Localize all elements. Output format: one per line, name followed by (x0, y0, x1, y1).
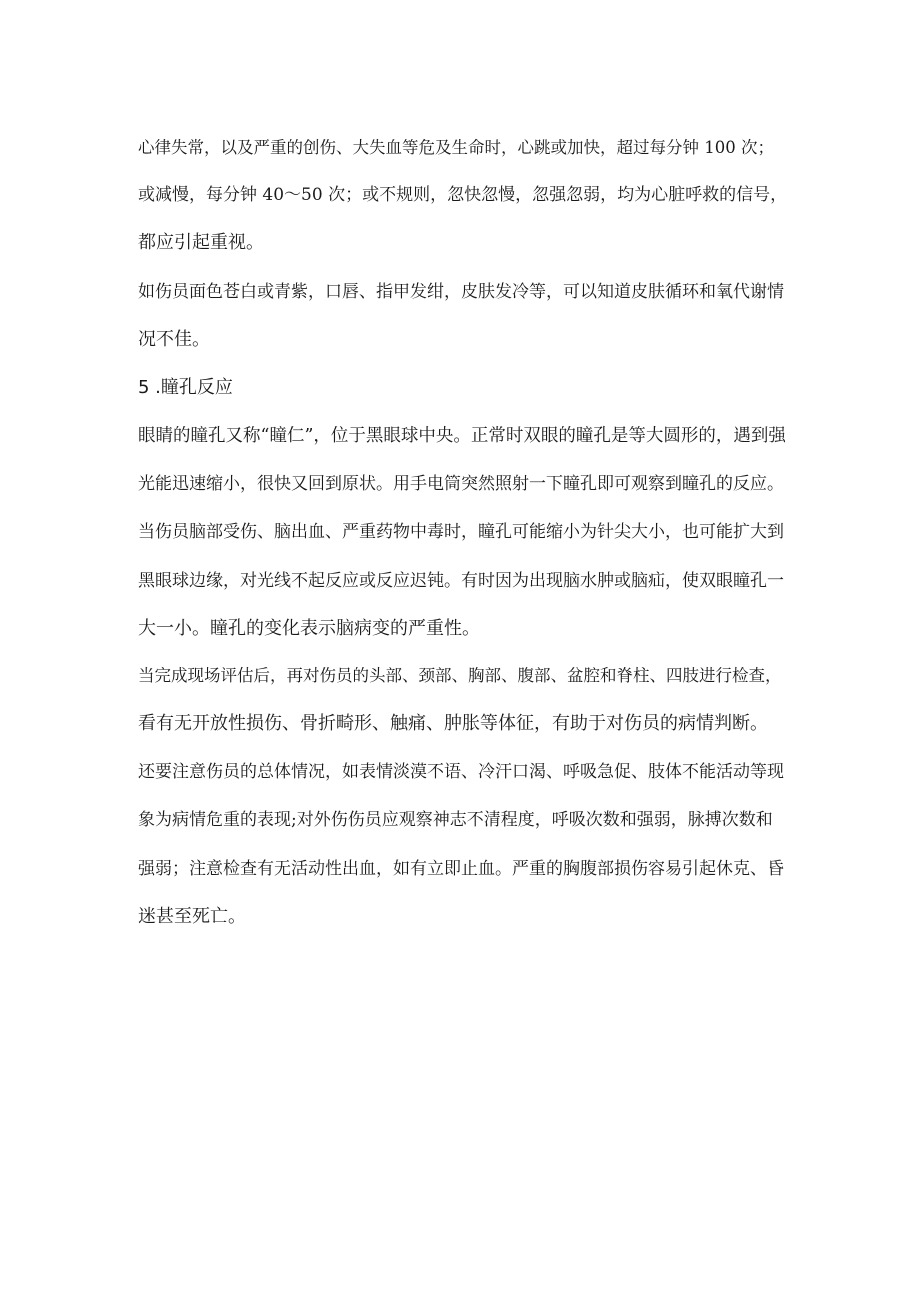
text-line: 当完成现场评估后，再对伤员的头部、颈部、胸部、腹部、盆腔和脊柱、四肢进行检查， (138, 666, 782, 685)
text-line: 还要注意伤员的总体情况，如表情淡漠不语、冷汗口渴、呼吸急促、肢体不能活动等现 (138, 762, 784, 782)
text-line: 黑眼球边缘，对光线不起反应或反应迟钝。有时因为出现脑水肿或脑疝，使双眼瞳孔一 (138, 571, 784, 591)
text-line: 眼睛的瞳孔又称“瞳仁”，位于黑眼球中央。正常时双眼的瞳孔是等大圆形的，遇到强 (138, 426, 786, 446)
text-line: 况不佳。 (138, 329, 210, 350)
text-line: 象为病情危重的表现;对外伤伤员应观察神志不清程度，呼吸次数和强弱，脉搏次数和 (138, 810, 773, 830)
text-line: 当伤员脑部受伤、脑出血、严重药物中毒时，瞳孔可能缩小为针尖大小，也可能扩大到 (138, 522, 784, 542)
text-line: 大一小。瞳孔的变化表示脑病变的严重性。 (138, 618, 480, 639)
text-line: 如伤员面色苍白或青紫，口唇、指甲发绀，皮肤发冷等，可以知道皮肤循环和氧代谢情 (138, 282, 784, 302)
section-heading-pupil-reaction: 5 .瞳孔反应 (138, 377, 233, 398)
text-line: 或减慢，每分钟 40～50 次；或不规则，忽快忽慢，忽强忽弱，均为心脏呼救的信号， (138, 185, 788, 205)
text-line: 看有无开放性损伤、骨折畸形、触痛、肿胀等体征，有助于对伤员的病情判断。 (138, 713, 768, 734)
text-line: 都应引起重视。 (138, 232, 264, 253)
text-line: 迷甚至死亡。 (138, 906, 246, 927)
text-line: 光能迅速缩小，很快又回到原状。用手电筒突然照射一下瞳孔即可观察到瞳孔的反应。 (138, 474, 784, 494)
text-line: 强弱；注意检查有无活动性出血，如有立即止血。严重的胸腹部损伤容易引起休克、昏 (138, 859, 784, 879)
text-line: 心律失常，以及严重的创伤、大失血等危及生命时，心跳或加快，超过每分钟 100 次； (138, 138, 774, 157)
